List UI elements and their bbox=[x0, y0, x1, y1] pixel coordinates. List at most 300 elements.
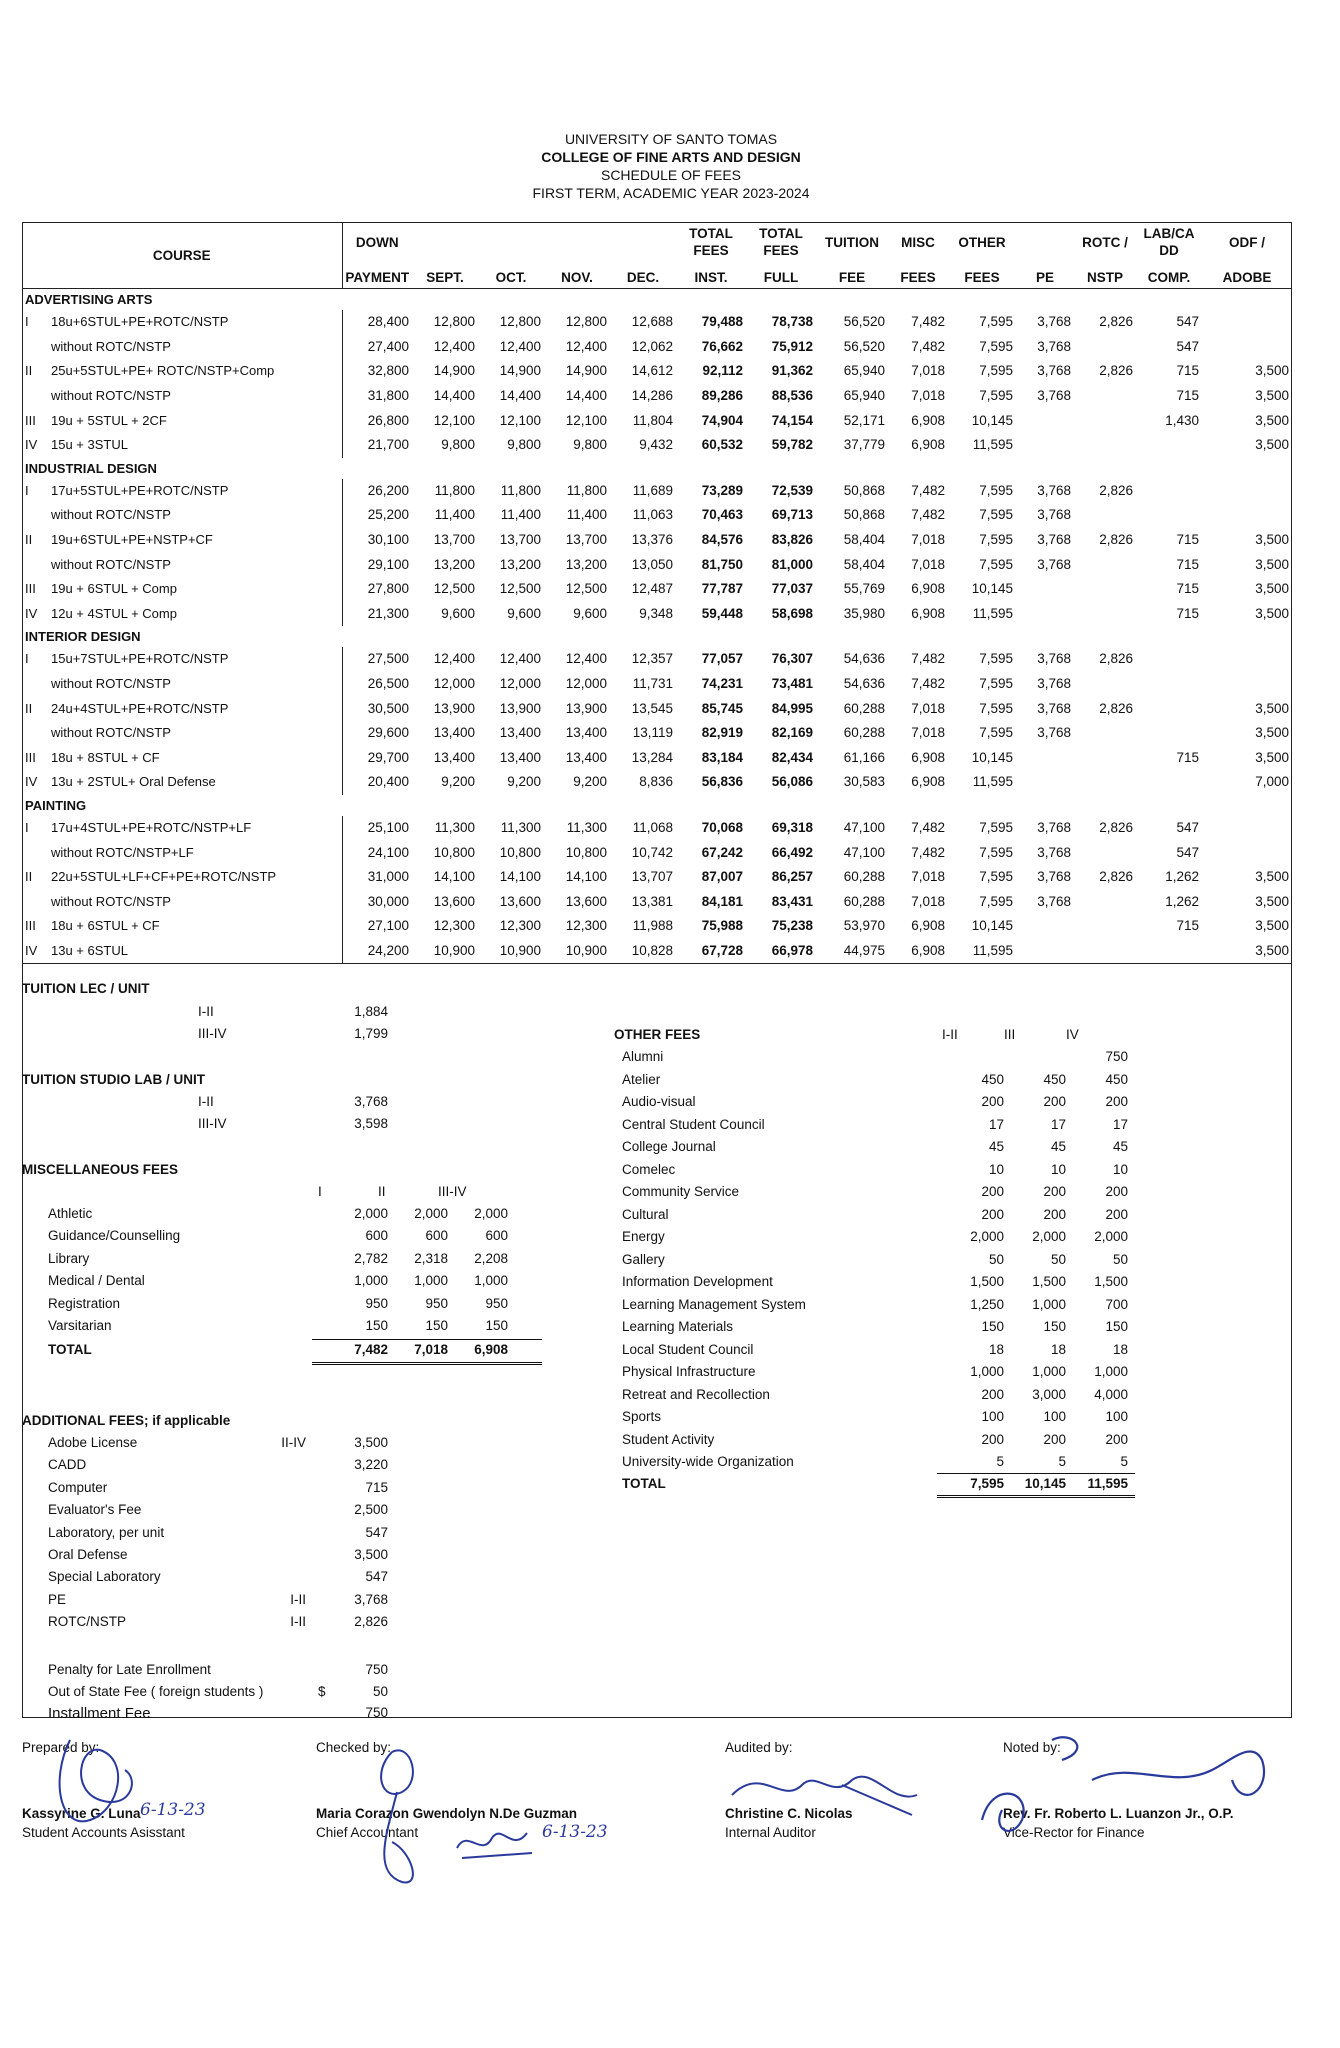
fee-cell: 60,288 bbox=[843, 893, 885, 909]
misc-fee-value: 2,000 bbox=[414, 1206, 448, 1221]
fee-cell: 10,900 bbox=[478, 939, 544, 964]
fee-cell: 13,600 bbox=[433, 893, 475, 909]
other-fee-value: 18 bbox=[1112, 1341, 1128, 1357]
fee-cell: 77,787 bbox=[701, 581, 743, 597]
fee-cell: 547 bbox=[1176, 819, 1199, 835]
fee-cell: 31,000 bbox=[367, 869, 409, 885]
fee-cell: 7,482 bbox=[911, 507, 945, 523]
fee-cell: 77,057 bbox=[701, 651, 743, 667]
fee-cell: 2,826 bbox=[1099, 651, 1133, 667]
other-fee-value: 5 bbox=[996, 1454, 1004, 1469]
col-tuition-2: FEE bbox=[816, 262, 888, 289]
fee-cell: 7,018 bbox=[911, 556, 945, 572]
fee-cell: 12,400 bbox=[565, 651, 607, 667]
course-load: 19u + 5STUL + 2CF bbox=[51, 412, 167, 428]
fee-cell: 75,912 bbox=[771, 338, 813, 354]
fee-cell: 3,768 bbox=[1037, 700, 1071, 716]
other-fee-label: Audio-visual bbox=[622, 1094, 696, 1109]
fee-cell: 13,400 bbox=[499, 725, 541, 741]
course-load: 17u+4STUL+PE+ROTC/NSTP+LF bbox=[51, 819, 252, 835]
fee-cell: 76,662 bbox=[701, 338, 743, 354]
col-lab-1: LAB/CA DD bbox=[1143, 226, 1195, 258]
fee-cell: 2,826 bbox=[1099, 482, 1133, 498]
fee-cell: 7,595 bbox=[979, 532, 1013, 548]
misc-fee-value: 1,000 bbox=[354, 1273, 388, 1289]
fee-cell: 2,826 bbox=[1099, 363, 1133, 379]
course-load: without ROTC/NSTP bbox=[51, 893, 171, 909]
fee-cell: 30,500 bbox=[367, 700, 409, 716]
fee-cell: 12,300 bbox=[565, 918, 607, 934]
out-of-state-value: 50 bbox=[372, 1684, 388, 1699]
additional-fee-year: I-II bbox=[290, 1614, 306, 1630]
fee-cell: 13,381 bbox=[631, 893, 673, 909]
fee-cell: 3,768 bbox=[1037, 676, 1071, 692]
other-fee-value: 1,500 bbox=[970, 1274, 1004, 1289]
fee-cell: 3,768 bbox=[1037, 893, 1071, 909]
fee-cell: 6,908 bbox=[911, 437, 945, 453]
other-fee-value: 200 bbox=[1105, 1094, 1128, 1109]
program-name: ADVERTISING ARTS bbox=[25, 292, 153, 307]
fee-cell: 3,500 bbox=[1255, 532, 1289, 548]
fee-cell: 56,086 bbox=[771, 774, 813, 790]
fee-cell: 75,988 bbox=[701, 918, 743, 934]
signature-scribble-prepared bbox=[40, 1720, 150, 1840]
misc-fee-label: Registration bbox=[48, 1295, 121, 1311]
col-tuition-1: TUITION bbox=[825, 234, 879, 250]
fee-cell: 14,612 bbox=[631, 363, 673, 379]
fee-cell: 58,404 bbox=[843, 556, 885, 572]
fee-cell: 30,583 bbox=[843, 774, 885, 790]
fee-cell: 12,487 bbox=[631, 581, 673, 597]
other-fee-value: 45 bbox=[1112, 1139, 1128, 1154]
fee-cell: 11,300 bbox=[434, 819, 475, 835]
fee-cell: 11,800 bbox=[566, 482, 607, 498]
fee-cell: 3,500 bbox=[1255, 700, 1289, 716]
fee-cell: 84,576 bbox=[701, 532, 743, 548]
fee-cell: 32,800 bbox=[367, 363, 409, 379]
fee-cell: 88,536 bbox=[771, 388, 813, 404]
fee-cell: 82,169 bbox=[771, 725, 813, 741]
other-fee-label: College Journal bbox=[622, 1139, 716, 1154]
misc-fee-value: 600 bbox=[365, 1228, 388, 1244]
fee-cell: 11,595 bbox=[972, 437, 1013, 453]
fee-cell: 60,288 bbox=[843, 869, 885, 885]
misc-fee-value: 2,000 bbox=[474, 1206, 508, 1221]
course-load: 13u + 2STUL+ Oral Defense bbox=[51, 774, 216, 790]
col-other-1: OTHER bbox=[958, 234, 1006, 250]
fee-cell: 1,262 bbox=[1165, 893, 1199, 909]
fee-cell: 11,300 bbox=[500, 819, 541, 835]
fee-cell: 11,800 bbox=[434, 482, 475, 498]
other-fee-label: Local Student Council bbox=[622, 1341, 754, 1357]
fee-cell: 3,768 bbox=[1037, 532, 1071, 548]
fee-cell: 9,600 bbox=[441, 605, 475, 621]
other-fee-label: Alumni bbox=[622, 1049, 664, 1064]
other-fee-value: 50 bbox=[988, 1251, 1004, 1267]
fee-cell: 54,636 bbox=[843, 651, 885, 667]
other-fee-value: 4,000 bbox=[1094, 1386, 1128, 1402]
fee-cell: 9,348 bbox=[639, 605, 673, 621]
fee-cell: 78,738 bbox=[771, 314, 813, 330]
fee-cell: 26,200 bbox=[367, 482, 409, 498]
year-level: IV bbox=[25, 605, 38, 621]
misc-fee-value: 600 bbox=[485, 1228, 508, 1244]
fee-cell: 66,492 bbox=[771, 844, 813, 860]
col-misc-1: MISC bbox=[901, 234, 935, 250]
other-fee-label: Energy bbox=[622, 1229, 665, 1244]
fee-cell: 1,430 bbox=[1165, 412, 1199, 428]
signature-scribble-checked bbox=[352, 1732, 452, 1892]
misc-total-value: 7,482 bbox=[354, 1342, 388, 1357]
fee-cell: 3,500 bbox=[1255, 869, 1289, 885]
noted-by-name: Rev. Fr. Roberto L. Luanzon Jr., O.P. bbox=[1003, 1806, 1234, 1821]
fee-cell: 29,700 bbox=[367, 749, 409, 765]
installment-label: Installment Fee bbox=[48, 1705, 151, 1722]
fee-cell: 7,018 bbox=[911, 869, 945, 885]
course-load: without ROTC/NSTP+LF bbox=[51, 844, 194, 860]
other-fee-value: 50 bbox=[1112, 1251, 1128, 1267]
misc-fee-label: Varsitarian bbox=[48, 1318, 112, 1333]
tuition-lec-label: I-II bbox=[198, 1004, 214, 1019]
fee-cell: 13,600 bbox=[499, 893, 541, 909]
fee-cell: 547 bbox=[1176, 844, 1199, 860]
fee-cell: 715 bbox=[1176, 581, 1199, 597]
fee-cell: 12,500 bbox=[499, 581, 541, 597]
fee-cell: 7,482 bbox=[911, 338, 945, 354]
other-fee-value: 450 bbox=[1105, 1071, 1128, 1087]
other-fee-value: 45 bbox=[1050, 1139, 1066, 1154]
fee-cell: 83,184 bbox=[701, 749, 743, 765]
program-name: INDUSTRIAL DESIGN bbox=[25, 460, 157, 476]
fee-cell: 9,432 bbox=[639, 437, 673, 453]
fee-cell: 10,828 bbox=[610, 939, 676, 964]
col-other-2: FEES bbox=[948, 262, 1016, 289]
col-odf-2: ADOBE bbox=[1202, 262, 1292, 289]
fee-cell: 20,400 bbox=[367, 774, 409, 790]
fee-cell: 2,826 bbox=[1099, 314, 1133, 330]
term-title: FIRST TERM, ACADEMIC YEAR 2023-2024 bbox=[532, 185, 810, 201]
fee-cell: 14,900 bbox=[565, 363, 607, 379]
tuition-studio-label: III-IV bbox=[198, 1116, 227, 1131]
fee-cell: 12,400 bbox=[499, 338, 541, 354]
fee-cell: 70,068 bbox=[701, 819, 743, 835]
fee-cell: 92,112 bbox=[702, 363, 743, 379]
fee-cell: 69,713 bbox=[771, 507, 813, 523]
fee-cell: 7,595 bbox=[979, 700, 1013, 716]
fee-cell: 6,908 bbox=[911, 774, 945, 790]
fee-cell: 56,520 bbox=[843, 338, 885, 354]
fee-cell: 79,488 bbox=[701, 314, 743, 330]
other-fee-value: 200 bbox=[1105, 1431, 1128, 1447]
other-fee-label: Sports bbox=[622, 1409, 662, 1424]
fee-cell: 7,595 bbox=[979, 338, 1013, 354]
other-fee-value: 200 bbox=[1043, 1431, 1066, 1447]
fee-cell: 2,826 bbox=[1099, 819, 1133, 835]
penalty-label: Penalty for Late Enrollment bbox=[48, 1662, 211, 1677]
fee-cell: 6,908 bbox=[911, 749, 945, 765]
fee-cell: 10,900 bbox=[412, 939, 478, 964]
other-fee-label: Physical Infrastructure bbox=[622, 1364, 756, 1379]
fee-cell: 14,100 bbox=[499, 869, 541, 885]
fee-cell: 24,100 bbox=[367, 844, 409, 860]
fee-cell: 12,500 bbox=[433, 581, 475, 597]
fee-cell: 60,288 bbox=[843, 700, 885, 716]
fee-cell: 59,448 bbox=[701, 605, 743, 621]
fee-cell: 13,700 bbox=[499, 532, 541, 548]
fee-cell: 12,357 bbox=[631, 651, 673, 667]
fee-cell: 77,037 bbox=[771, 581, 813, 597]
year-level: I bbox=[25, 314, 29, 330]
fee-cell: 12,800 bbox=[433, 314, 475, 330]
fee-cell: 2,826 bbox=[1099, 869, 1133, 885]
fee-cell: 27,500 bbox=[367, 651, 409, 667]
year-level: III bbox=[25, 918, 36, 934]
fee-cell: 13,707 bbox=[631, 869, 673, 885]
other-fee-value: 17 bbox=[1050, 1116, 1066, 1132]
additional-fee-value: 547 bbox=[365, 1569, 388, 1585]
fee-cell: 12,300 bbox=[499, 918, 541, 934]
other-fee-value: 450 bbox=[1043, 1071, 1066, 1087]
fee-cell: 44,975 bbox=[816, 939, 888, 964]
other-fee-value: 150 bbox=[981, 1319, 1004, 1334]
checked-by-title: Chief Accountant bbox=[316, 1825, 419, 1840]
fee-cell: 13,400 bbox=[499, 749, 541, 765]
course-load: without ROTC/NSTP bbox=[51, 338, 171, 354]
other-fee-value: 200 bbox=[981, 1386, 1004, 1402]
fee-cell: 73,289 bbox=[701, 482, 743, 498]
fee-cell: 9,800 bbox=[441, 437, 475, 453]
fee-cell: 35,980 bbox=[843, 605, 885, 621]
year-level: II bbox=[25, 363, 33, 379]
fee-cell: 547 bbox=[1176, 314, 1199, 330]
misc-fee-label: Athletic bbox=[48, 1206, 93, 1221]
fee-cell: 11,595 bbox=[972, 605, 1013, 621]
year-level: II bbox=[25, 869, 33, 885]
audited-by-label: Audited by: bbox=[725, 1740, 793, 1755]
fee-cell: 14,100 bbox=[565, 869, 607, 885]
fee-cell: 10,742 bbox=[631, 844, 673, 860]
col-down-2: PAYMENT bbox=[342, 262, 412, 289]
misc-fee-value: 600 bbox=[425, 1228, 448, 1244]
fee-cell: 24,200 bbox=[342, 939, 412, 964]
fee-cell: 50,868 bbox=[843, 507, 885, 523]
fee-cell: 3,768 bbox=[1037, 556, 1071, 572]
fee-cell: 25,100 bbox=[367, 819, 409, 835]
fee-cell: 3,500 bbox=[1255, 893, 1289, 909]
col-odf-1: ODF / bbox=[1229, 234, 1265, 250]
fee-cell: 11,300 bbox=[566, 819, 607, 835]
misc-total-label: TOTAL bbox=[48, 1342, 92, 1357]
fee-cell: 27,400 bbox=[367, 338, 409, 354]
other-fees-col-header: IV bbox=[1066, 1027, 1079, 1042]
course-load: 22u+5STUL+LF+CF+PE+ROTC/NSTP bbox=[51, 869, 277, 885]
col-down-1: DOWN bbox=[355, 234, 399, 250]
other-fees-col-header: I-II bbox=[942, 1027, 958, 1042]
col-nov: NOV. bbox=[544, 262, 610, 289]
other-fee-label: University-wide Organization bbox=[622, 1454, 794, 1469]
fee-cell: 9,200 bbox=[441, 774, 475, 790]
fee-schedule-page bbox=[22, 0, 1320, 2048]
fee-cell: 13,900 bbox=[565, 700, 607, 716]
fee-cell: 65,940 bbox=[843, 388, 885, 404]
other-fee-value: 45 bbox=[988, 1139, 1004, 1154]
tuition-lec-value: 1,884 bbox=[354, 1004, 388, 1019]
signature-initial-checked bbox=[452, 1818, 542, 1868]
fee-cell: 10,800 bbox=[565, 844, 607, 860]
other-fee-value: 10 bbox=[1050, 1161, 1066, 1177]
noted-by-title: Vice-Rector for Finance bbox=[1003, 1825, 1145, 1840]
fee-cell: 13,200 bbox=[499, 556, 541, 572]
fee-cell: 6,908 bbox=[911, 412, 945, 428]
fee-cell: 13,400 bbox=[565, 725, 607, 741]
prepared-date-handwritten: 6-13-23 bbox=[140, 1800, 206, 1820]
fee-cell: 3,500 bbox=[1255, 581, 1289, 597]
other-fee-label: Learning Management System bbox=[622, 1296, 806, 1312]
other-fee-label: Retreat and Recollection bbox=[622, 1386, 770, 1402]
col-total-inst-1: TOTAL FEES bbox=[689, 226, 733, 258]
tuition-studio-value: 3,598 bbox=[354, 1116, 388, 1131]
fee-cell: 7,482 bbox=[911, 482, 945, 498]
other-fees-col-header: III bbox=[1004, 1027, 1016, 1042]
fee-cell: 12,400 bbox=[499, 651, 541, 667]
additional-fee-value: 715 bbox=[365, 1479, 388, 1495]
fee-cell: 715 bbox=[1176, 388, 1199, 404]
fee-cell: 1,262 bbox=[1165, 869, 1199, 885]
fee-cell: 3,768 bbox=[1037, 482, 1071, 498]
misc-col-header: II bbox=[378, 1184, 386, 1199]
misc-title: MISCELLANEOUS FEES bbox=[22, 1162, 179, 1177]
other-fee-value: 5 bbox=[1120, 1454, 1128, 1469]
fee-cell: 7,482 bbox=[911, 651, 945, 667]
fee-cell: 76,307 bbox=[771, 651, 813, 667]
fee-cell: 715 bbox=[1176, 363, 1199, 379]
prepared-by-name: Kassyrine G. Luna bbox=[22, 1806, 141, 1821]
fee-cell: 83,826 bbox=[771, 532, 813, 548]
fee-cell: 7,595 bbox=[979, 482, 1013, 498]
fee-cell: 2,826 bbox=[1099, 532, 1133, 548]
other-fee-label: Comelec bbox=[622, 1161, 676, 1177]
fee-cell: 13,700 bbox=[565, 532, 607, 548]
fee-cell: 81,750 bbox=[701, 556, 743, 572]
other-fee-label: Student Activity bbox=[622, 1431, 715, 1447]
fee-cell: 47,100 bbox=[843, 844, 885, 860]
fee-cell: 13,900 bbox=[499, 700, 541, 716]
col-course: COURSE bbox=[22, 222, 342, 289]
col-total-full-1: TOTAL FEES bbox=[759, 226, 803, 258]
fee-cell: 11,689 bbox=[632, 482, 673, 498]
fee-cell: 81,000 bbox=[771, 556, 813, 572]
fee-cell: 28,400 bbox=[367, 314, 409, 330]
fee-cell: 12,688 bbox=[631, 314, 673, 330]
fee-cell: 9,800 bbox=[573, 437, 607, 453]
fee-cell: 11,988 bbox=[632, 918, 673, 934]
fee-cell: 67,728 bbox=[676, 939, 746, 964]
fee-cell: 52,171 bbox=[843, 412, 885, 428]
noted-by-label: Noted by: bbox=[1003, 1740, 1061, 1755]
out-of-state-currency: $ bbox=[318, 1684, 326, 1699]
other-fee-value: 1,000 bbox=[970, 1364, 1004, 1379]
fee-cell: 3,768 bbox=[1037, 725, 1071, 741]
year-level: II bbox=[25, 532, 33, 548]
col-rotc-1: ROTC / bbox=[1082, 234, 1128, 250]
additional-fee-label: PE bbox=[48, 1591, 67, 1607]
misc-total-value: 6,908 bbox=[474, 1342, 508, 1357]
fee-cell: 12,400 bbox=[565, 338, 607, 354]
fee-cell: 58,404 bbox=[843, 532, 885, 548]
fee-cell: 11,063 bbox=[632, 507, 673, 523]
fee-cell: 21,700 bbox=[367, 437, 409, 453]
fee-cell: 12,400 bbox=[433, 651, 475, 667]
col-oct: OCT. bbox=[478, 262, 544, 289]
fee-cell: 72,539 bbox=[771, 482, 813, 498]
fee-cell: 13,050 bbox=[631, 556, 673, 572]
other-fees-total-value: 11,595 bbox=[1087, 1476, 1128, 1491]
other-fee-value: 5 bbox=[1058, 1454, 1066, 1469]
fee-cell: 7,595 bbox=[979, 556, 1013, 572]
fee-cell: 10,145 bbox=[971, 412, 1013, 428]
fee-cell: 12,800 bbox=[499, 314, 541, 330]
fee-cell: 9,600 bbox=[573, 605, 607, 621]
program-name: INTERIOR DESIGN bbox=[25, 629, 141, 645]
fee-cell: 7,595 bbox=[979, 363, 1013, 379]
fee-cell: 54,636 bbox=[843, 676, 885, 692]
fee-cell: 7,595 bbox=[979, 507, 1013, 523]
misc-col-header: I bbox=[318, 1184, 322, 1199]
fee-cell: 27,800 bbox=[367, 581, 409, 597]
additional-fees-title: ADDITIONAL FEES; if applicable bbox=[22, 1413, 231, 1428]
other-fee-value: 100 bbox=[1105, 1409, 1128, 1424]
fee-cell: 85,745 bbox=[701, 700, 743, 716]
installment-value: 750 bbox=[365, 1705, 388, 1720]
fee-cell: 3,768 bbox=[1037, 819, 1071, 835]
other-fee-value: 17 bbox=[988, 1116, 1004, 1132]
fee-cell: 12,300 bbox=[433, 918, 475, 934]
course-load: 13u + 6STUL bbox=[51, 942, 128, 958]
fee-cell: 12,000 bbox=[565, 676, 607, 692]
fee-cell: 21,300 bbox=[367, 605, 409, 621]
misc-fee-value: 2,000 bbox=[354, 1206, 388, 1221]
misc-fee-value: 2,318 bbox=[414, 1250, 448, 1266]
other-fee-label: Community Service bbox=[622, 1184, 740, 1199]
schedule-title: SCHEDULE OF FEES bbox=[600, 167, 742, 183]
fee-cell: 53,970 bbox=[843, 918, 885, 934]
fee-cell: 7,018 bbox=[911, 532, 945, 548]
misc-fee-value: 150 bbox=[425, 1318, 448, 1333]
additional-fee-label: Laboratory, per unit bbox=[48, 1524, 165, 1540]
fee-cell: 12,100 bbox=[499, 412, 541, 428]
fee-cell: 10,800 bbox=[433, 844, 475, 860]
fee-cell: 13,700 bbox=[433, 532, 475, 548]
additional-fee-value: 3,768 bbox=[354, 1591, 388, 1607]
signature-scribble-audited bbox=[722, 1755, 922, 1825]
other-fee-label: Learning Materials bbox=[622, 1319, 734, 1334]
fee-cell: 29,600 bbox=[367, 725, 409, 741]
other-fee-value: 3,000 bbox=[1032, 1386, 1066, 1402]
other-fee-value: 18 bbox=[1050, 1341, 1066, 1357]
fee-cell: 547 bbox=[1176, 338, 1199, 354]
fee-cell: 9,800 bbox=[507, 437, 541, 453]
fee-cell: 3,500 bbox=[1255, 412, 1289, 428]
fee-cell: 715 bbox=[1176, 605, 1199, 621]
fee-cell: 61,166 bbox=[843, 749, 885, 765]
signature-scribble-noted bbox=[972, 1720, 1292, 1850]
fee-cell: 14,900 bbox=[433, 363, 475, 379]
fee-cell: 12,100 bbox=[565, 412, 607, 428]
other-fees-total-label: TOTAL bbox=[622, 1476, 666, 1491]
year-level: I bbox=[25, 819, 29, 835]
other-subtotal-rule bbox=[937, 1473, 1135, 1474]
fee-cell: 84,181 bbox=[701, 893, 743, 909]
